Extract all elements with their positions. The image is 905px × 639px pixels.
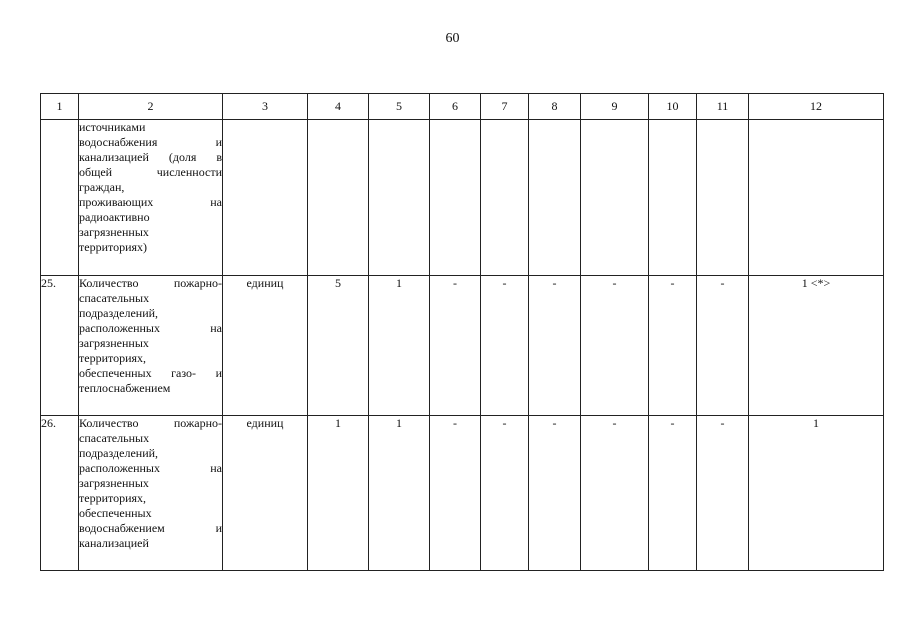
row-description bbox=[79, 416, 223, 571]
table-cell: - bbox=[529, 416, 581, 571]
column-header: 10 bbox=[649, 94, 697, 120]
description-line: граждан, bbox=[79, 180, 125, 194]
column-header: 1 bbox=[41, 94, 79, 120]
table-cell bbox=[697, 120, 749, 276]
table-cell bbox=[223, 120, 308, 276]
row-number bbox=[41, 120, 79, 276]
table-cell bbox=[369, 120, 430, 276]
table-row bbox=[41, 276, 884, 416]
header-row bbox=[41, 94, 884, 120]
table-cell: - bbox=[697, 276, 749, 416]
table-cell: 1 bbox=[308, 416, 369, 571]
indicator-table bbox=[40, 93, 884, 571]
description-line: Количество пожарно- bbox=[79, 416, 222, 430]
table-cell: - bbox=[697, 416, 749, 571]
description-line: канализацией (доля в bbox=[79, 150, 222, 164]
description-line: подразделений, bbox=[79, 306, 159, 320]
table-cell bbox=[749, 120, 884, 276]
page-number: 60 bbox=[445, 31, 460, 46]
table-cell: единиц bbox=[223, 276, 308, 416]
table-cell: - bbox=[649, 276, 697, 416]
column-header: 3 bbox=[223, 94, 308, 120]
description-line: подразделений, bbox=[79, 446, 159, 460]
table-cell: 5 bbox=[308, 276, 369, 416]
column-header: 6 bbox=[430, 94, 481, 120]
table-cell: - bbox=[529, 276, 581, 416]
description-line: канализацией bbox=[79, 536, 149, 550]
table-cell bbox=[308, 120, 369, 276]
column-header: 8 bbox=[529, 94, 581, 120]
table-row bbox=[41, 120, 884, 276]
table-cell: - bbox=[430, 416, 481, 571]
table-cell: 1 <*> bbox=[749, 276, 884, 416]
description-line: загрязненных bbox=[79, 225, 149, 239]
description-line: Количество пожарно- bbox=[79, 276, 222, 290]
table-cell bbox=[529, 120, 581, 276]
table-cell: - bbox=[581, 416, 649, 571]
description-line: загрязненных bbox=[79, 336, 149, 350]
description-line: водоснабжением и bbox=[79, 521, 222, 535]
column-header: 7 bbox=[481, 94, 529, 120]
description-line: радиоактивно bbox=[79, 210, 150, 224]
description-line: расположенных на bbox=[79, 321, 222, 335]
description-line: теплоснабжением bbox=[79, 381, 171, 395]
column-header: 5 bbox=[369, 94, 430, 120]
table-row bbox=[41, 416, 884, 571]
column-header: 4 bbox=[308, 94, 369, 120]
description-line: источниками bbox=[79, 120, 146, 134]
row-number: 26. bbox=[41, 416, 79, 571]
description-line: спасательных bbox=[79, 291, 150, 305]
table-cell: 1 bbox=[369, 416, 430, 571]
table-cell bbox=[581, 120, 649, 276]
table-cell bbox=[430, 120, 481, 276]
column-header: 11 bbox=[697, 94, 749, 120]
table-cell: - bbox=[430, 276, 481, 416]
table-cell: - bbox=[481, 276, 529, 416]
description-line: общей численности bbox=[79, 165, 222, 179]
description-line: обеспеченных bbox=[79, 506, 152, 520]
description-line: загрязненных bbox=[79, 476, 149, 490]
description-line: территориях) bbox=[79, 240, 148, 254]
column-header: 9 bbox=[581, 94, 649, 120]
column-header: 2 bbox=[79, 94, 223, 120]
row-description bbox=[79, 120, 223, 276]
description-line: спасательных bbox=[79, 431, 150, 445]
table-cell bbox=[481, 120, 529, 276]
description-line: проживающих на bbox=[79, 195, 222, 209]
column-header: 12 bbox=[749, 94, 884, 120]
description-line: территориях, bbox=[79, 351, 147, 365]
description-line: обеспеченных газо- и bbox=[79, 366, 222, 380]
description-line: расположенных на bbox=[79, 461, 222, 475]
table-cell: 1 bbox=[369, 276, 430, 416]
table-cell: - bbox=[481, 416, 529, 571]
row-description bbox=[79, 276, 223, 416]
description-line: территориях, bbox=[79, 491, 147, 505]
row-number: 25. bbox=[41, 276, 79, 416]
table-cell: - bbox=[581, 276, 649, 416]
table-cell: - bbox=[649, 416, 697, 571]
table-cell bbox=[649, 120, 697, 276]
description-line: водоснабжения и bbox=[79, 135, 222, 149]
table-cell: единиц bbox=[223, 416, 308, 571]
table-cell: 1 bbox=[749, 416, 884, 571]
